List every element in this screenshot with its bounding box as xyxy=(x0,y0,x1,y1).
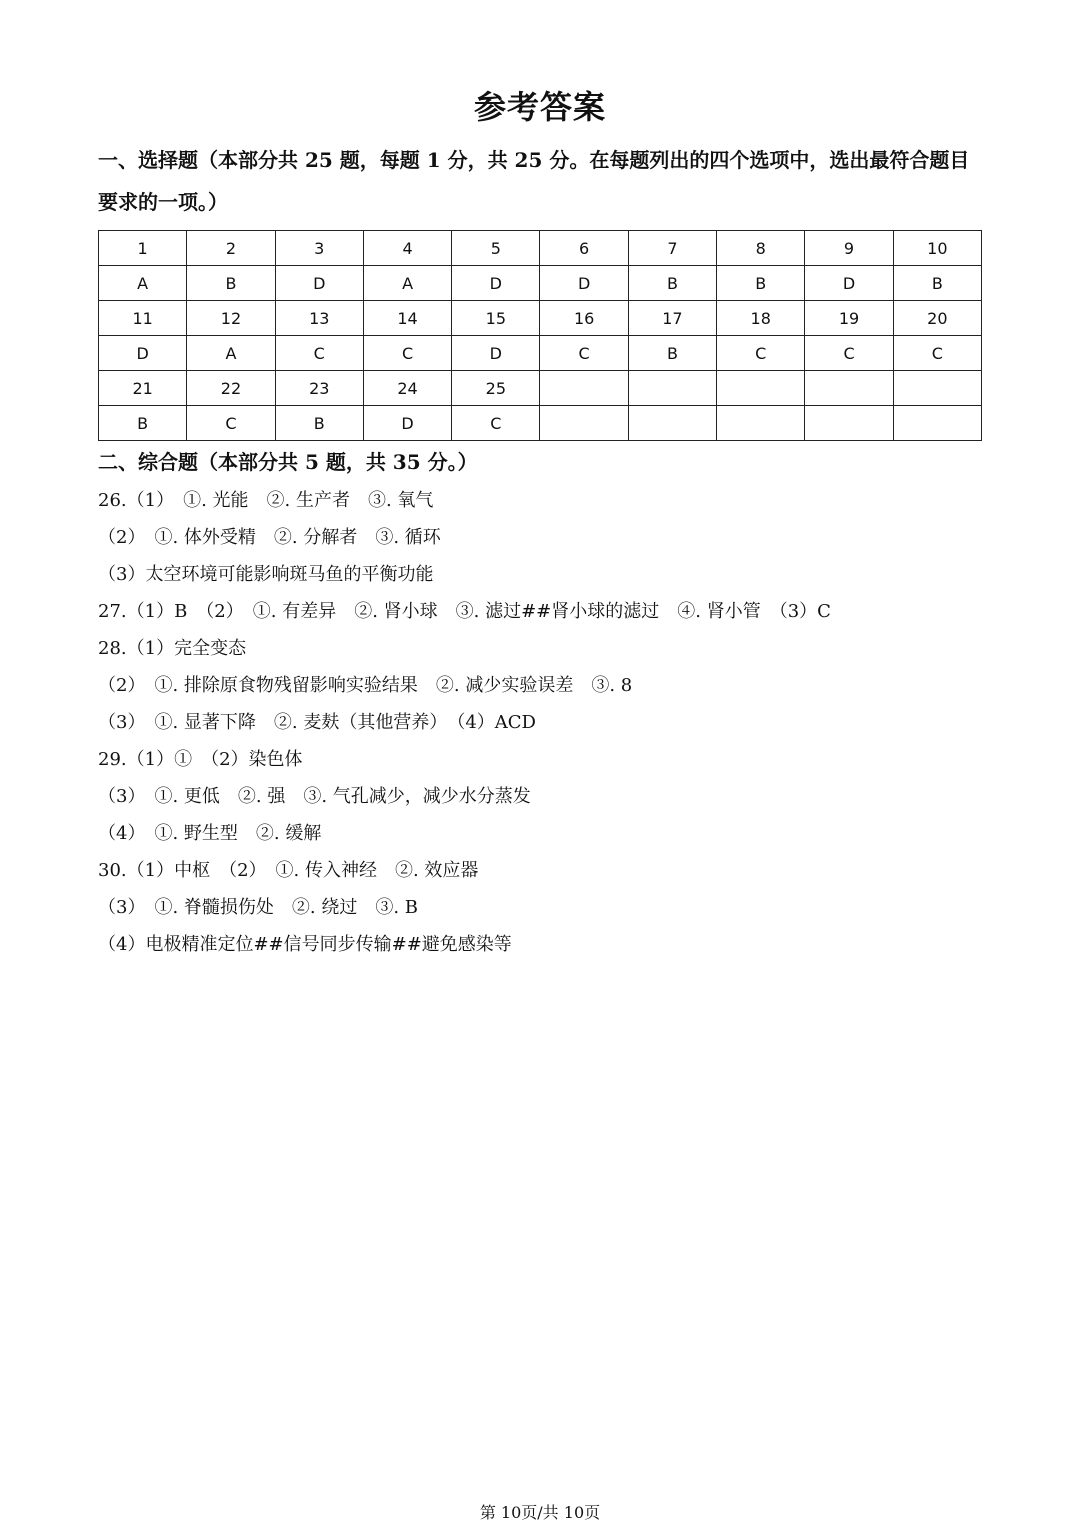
question-number-cell: 10 xyxy=(893,231,981,266)
page-title: 参考答案 xyxy=(473,88,606,126)
question-number-cell: 5 xyxy=(452,231,540,266)
question-number-cell: 2 xyxy=(187,231,275,266)
question-number-cell: 16 xyxy=(540,301,628,336)
question-number-cell xyxy=(628,371,716,406)
answer-row xyxy=(99,336,982,371)
question-number-cell: 1 xyxy=(99,231,187,266)
answer-line: （3） ①. 更低 ②. 强 ③. 气孔减少，减少水分蒸发 xyxy=(98,786,531,807)
question-number-cell: 19 xyxy=(805,301,893,336)
question-number-cell xyxy=(717,371,805,406)
question-number-cell: 18 xyxy=(717,301,805,336)
answer-cell: B xyxy=(628,336,716,371)
question-number-cell: 12 xyxy=(187,301,275,336)
answer-cell: B xyxy=(717,266,805,301)
question-number-cell xyxy=(893,371,981,406)
answer-line: 29.（1）① （2）染色体 xyxy=(98,749,303,770)
question-number-cell: 7 xyxy=(628,231,716,266)
question-number-cell: 13 xyxy=(275,301,363,336)
question-number-cell: 9 xyxy=(805,231,893,266)
answer-cell: B xyxy=(187,266,275,301)
question-number-cell xyxy=(805,371,893,406)
answer-cell xyxy=(805,406,893,441)
answer-line: （2） ①. 体外受精 ②. 分解者 ③. 循环 xyxy=(98,527,441,548)
answer-row xyxy=(99,266,982,301)
answer-line: （4） ①. 野生型 ②. 缓解 xyxy=(98,823,322,844)
answer-line: 26.（1） ①. 光能 ②. 生产者 ③. 氧气 xyxy=(98,490,434,511)
answer-cell xyxy=(893,406,981,441)
answer-cell: D xyxy=(805,266,893,301)
question-number-row xyxy=(99,301,982,336)
answer-line: （3）太空环境可能影响斑马鱼的平衡功能 xyxy=(98,564,434,585)
question-number-cell: 21 xyxy=(99,371,187,406)
answer-cell: C xyxy=(717,336,805,371)
answer-cell: C xyxy=(452,406,540,441)
answer-line: （3） ①. 显著下降 ②. 麦麸（其他营养） （4）ACD xyxy=(98,712,536,733)
question-number-cell: 23 xyxy=(275,371,363,406)
answer-cell: D xyxy=(540,266,628,301)
answer-line: （4）电极精准定位##信号同步传输##避免感染等 xyxy=(98,934,512,955)
answer-cell: B xyxy=(275,406,363,441)
answer-cell xyxy=(540,406,628,441)
answer-cell: B xyxy=(628,266,716,301)
answer-cell: C xyxy=(187,406,275,441)
question-number-cell: 4 xyxy=(363,231,451,266)
answer-cell: A xyxy=(363,266,451,301)
answer-cell: C xyxy=(805,336,893,371)
answer-cell: D xyxy=(452,266,540,301)
answer-cell: C xyxy=(363,336,451,371)
page-footer: 第 10页/共 10页 xyxy=(479,1503,601,1522)
answer-line: 30.（1）中枢 （2） ①. 传入神经 ②. 效应器 xyxy=(98,860,479,881)
answer-row xyxy=(99,406,982,441)
answer-line: （3） ①. 脊髓损伤处 ②. 绕过 ③. B xyxy=(98,897,419,918)
question-number-cell: 11 xyxy=(99,301,187,336)
answer-cell xyxy=(717,406,805,441)
question-number-row xyxy=(99,371,982,406)
answer-cell: C xyxy=(275,336,363,371)
answer-cell: C xyxy=(540,336,628,371)
question-number-cell: 8 xyxy=(717,231,805,266)
answer-line: 27.（1）B （2） ①. 有差异 ②. 肾小球 ③. 滤过##肾小球的滤过 ④. 肾小管 （3）C xyxy=(98,601,831,622)
answer-cell: B xyxy=(99,406,187,441)
choice-answer-table xyxy=(98,230,982,441)
answer-cell: B xyxy=(893,266,981,301)
question-number-cell xyxy=(540,371,628,406)
question-number-cell: 24 xyxy=(363,371,451,406)
question-number-cell: 6 xyxy=(540,231,628,266)
answer-cell: D xyxy=(452,336,540,371)
question-number-cell: 22 xyxy=(187,371,275,406)
answer-cell: D xyxy=(99,336,187,371)
question-number-cell: 15 xyxy=(452,301,540,336)
question-number-row xyxy=(99,231,982,266)
answer-cell: A xyxy=(99,266,187,301)
section-comprehensive-heading: 二、综合题（本部分共 5 题，共 35 分。） xyxy=(98,450,478,474)
answer-cell: A xyxy=(187,336,275,371)
question-number-cell: 17 xyxy=(628,301,716,336)
question-number-cell: 14 xyxy=(363,301,451,336)
answer-cell: C xyxy=(893,336,981,371)
answer-cell xyxy=(628,406,716,441)
question-number-cell: 25 xyxy=(452,371,540,406)
answer-line: 28.（1）完全变态 xyxy=(98,638,247,659)
answer-line: （2） ①. 排除原食物残留影响实验结果 ②. 减少实验误差 ③. 8 xyxy=(98,675,633,696)
section-choice-heading: 一、选择题（本部分共 25 题，每题 1 分，共 25 分。在每题列出的四个选项中，选出最符合题目要求的一项。） xyxy=(98,148,970,214)
answer-cell: D xyxy=(363,406,451,441)
question-number-cell: 20 xyxy=(893,301,981,336)
answer-cell: D xyxy=(275,266,363,301)
question-number-cell: 3 xyxy=(275,231,363,266)
